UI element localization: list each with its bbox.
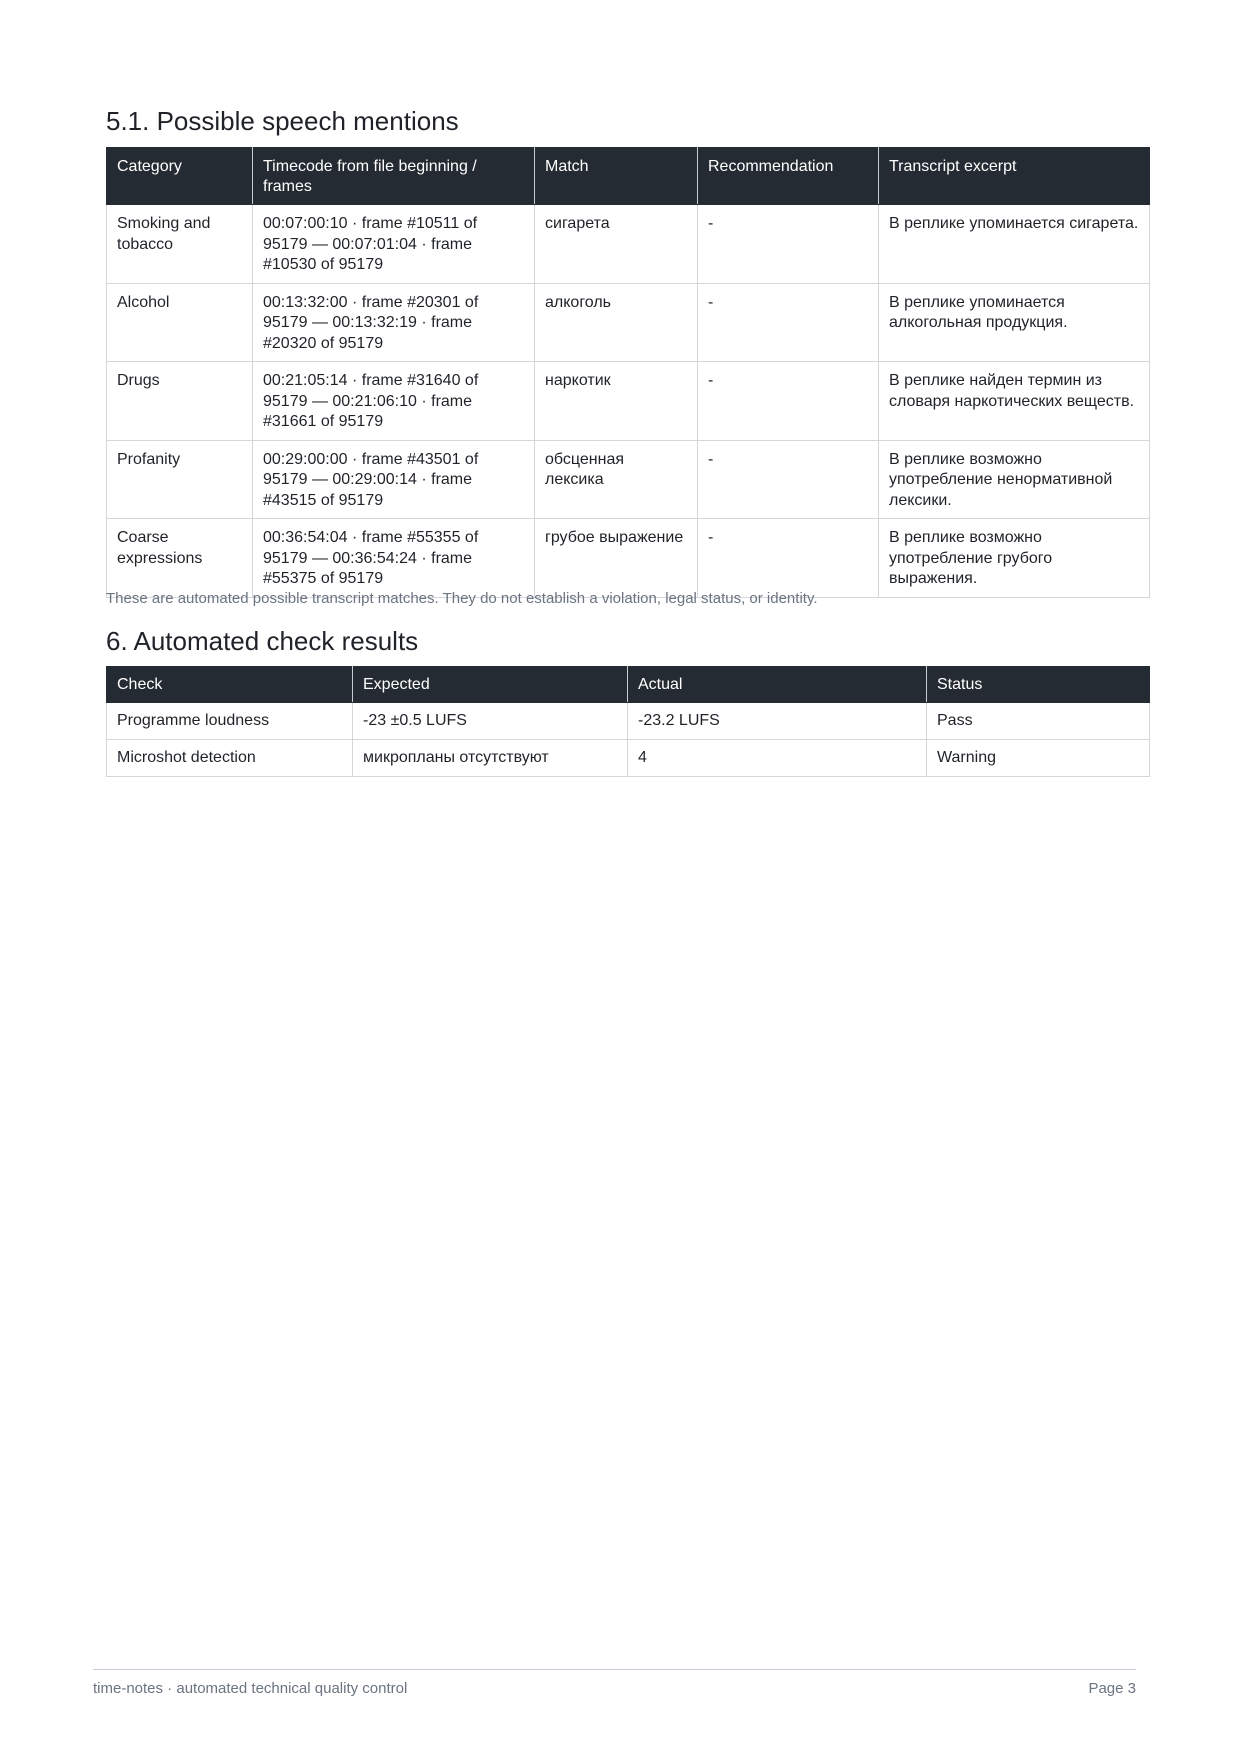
column-header-check: Check bbox=[107, 667, 353, 703]
cell-expected: микропланы отсутствуют bbox=[353, 740, 628, 777]
cell-excerpt: В реплике упоминается алкогольная продукция. bbox=[879, 283, 1150, 362]
check-results-table bbox=[106, 666, 1150, 777]
cell-excerpt: В реплике возможно употребление ненормативной лексики. bbox=[879, 440, 1150, 519]
cell-expected: -23 ±0.5 LUFS bbox=[353, 703, 628, 740]
page-number: Page 3 bbox=[1088, 1680, 1136, 1697]
cell-category: Coarse expressions bbox=[107, 519, 253, 598]
column-header-transcript-excerpt: Transcript excerpt bbox=[879, 148, 1150, 205]
column-header-actual: Actual bbox=[628, 667, 927, 703]
disclaimer-note: These are automated possible transcript matches. They do not establish a violation, legal status, or identity. bbox=[106, 590, 818, 607]
cell-status: Warning bbox=[927, 740, 1150, 777]
cell-timecode: 00:07:00:10 · frame #10511 of 95179 — 00:07:01:04 · frame #10530 of 95179 bbox=[253, 205, 535, 284]
cell-actual: -23.2 LUFS bbox=[628, 703, 927, 740]
cell-match: наркотик bbox=[535, 362, 698, 441]
table-row bbox=[107, 283, 1150, 362]
table-row bbox=[107, 519, 1150, 598]
cell-match: грубое выражение bbox=[535, 519, 698, 598]
speech-mentions-table bbox=[106, 147, 1150, 598]
table-row bbox=[107, 362, 1150, 441]
cell-recommendation: - bbox=[698, 362, 879, 441]
cell-excerpt: В реплике упоминается сигарета. bbox=[879, 205, 1150, 284]
footer-divider bbox=[93, 1669, 1136, 1670]
cell-recommendation: - bbox=[698, 519, 879, 598]
table-row bbox=[107, 440, 1150, 519]
cell-check: Microshot detection bbox=[107, 740, 353, 777]
cell-status: Pass bbox=[927, 703, 1150, 740]
section-title-speech-mentions: 5.1. Possible speech mentions bbox=[106, 106, 459, 136]
cell-timecode: 00:13:32:00 · frame #20301 of 95179 — 00:13:32:19 · frame #20320 of 95179 bbox=[253, 283, 535, 362]
cell-match: обсценная лексика bbox=[535, 440, 698, 519]
table-row bbox=[107, 703, 1150, 740]
column-header-expected: Expected bbox=[353, 667, 628, 703]
footer-title: time-notes · automated technical quality control bbox=[93, 1680, 408, 1697]
cell-actual: 4 bbox=[628, 740, 927, 777]
cell-category: Smoking and tobacco bbox=[107, 205, 253, 284]
section-title-check-results: 6. Automated check results bbox=[106, 626, 419, 656]
cell-category: Alcohol bbox=[107, 283, 253, 362]
table-row bbox=[107, 205, 1150, 284]
cell-check: Programme loudness bbox=[107, 703, 353, 740]
column-header-timecode: Timecode from file beginning / frames bbox=[253, 148, 535, 205]
cell-recommendation: - bbox=[698, 440, 879, 519]
cell-excerpt: В реплике найден термин из словаря наркотических веществ. bbox=[879, 362, 1150, 441]
cell-match: сигарета bbox=[535, 205, 698, 284]
column-header-match: Match bbox=[535, 148, 698, 205]
cell-recommendation: - bbox=[698, 283, 879, 362]
cell-timecode: 00:21:05:14 · frame #31640 of 95179 — 00:21:06:10 · frame #31661 of 95179 bbox=[253, 362, 535, 441]
cell-category: Drugs bbox=[107, 362, 253, 441]
cell-timecode: 00:29:00:00 · frame #43501 of 95179 — 00:29:00:14 · frame #43515 of 95179 bbox=[253, 440, 535, 519]
column-header-category: Category bbox=[107, 148, 253, 205]
cell-recommendation: - bbox=[698, 205, 879, 284]
table-header-row bbox=[107, 148, 1150, 205]
cell-timecode: 00:36:54:04 · frame #55355 of 95179 — 00:36:54:24 · frame #55375 of 95179 bbox=[253, 519, 535, 598]
cell-match: алкоголь bbox=[535, 283, 698, 362]
table-row bbox=[107, 740, 1150, 777]
cell-excerpt: В реплике возможно употребление грубого выражения. bbox=[879, 519, 1150, 598]
column-header-status: Status bbox=[927, 667, 1150, 703]
table-header-row bbox=[107, 667, 1150, 703]
cell-category: Profanity bbox=[107, 440, 253, 519]
column-header-recommendation: Recommendation bbox=[698, 148, 879, 205]
